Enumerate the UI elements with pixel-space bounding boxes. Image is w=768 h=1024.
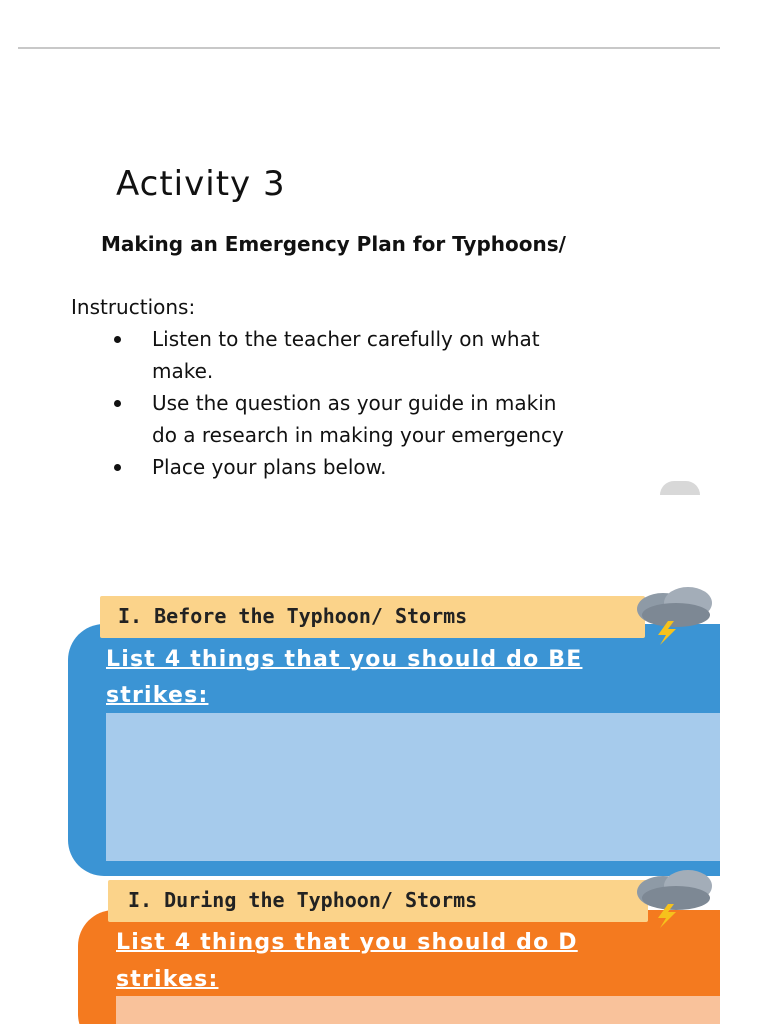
instruction-text: Listen to the teacher carefully on what — [152, 327, 540, 351]
instruction-item — [108, 451, 564, 483]
instruction-text: Use the question as your guide in makin — [152, 391, 557, 415]
instruction-item — [108, 387, 564, 451]
instructions-list — [108, 323, 564, 483]
instructions-heading: Instructions: — [71, 295, 196, 319]
instruction-text-cont: make. — [152, 359, 214, 383]
before-heading: I. Before the Typhoon/ Storms — [118, 604, 468, 628]
before-prompt: List 4 things that you should do BE — [106, 647, 583, 672]
storm-cloud-icon — [628, 585, 720, 645]
instruction-text: Place your plans below. — [152, 455, 387, 479]
during-answer-box[interactable] — [116, 996, 720, 1024]
activity-subtitle: Making an Emergency Plan for Typhoons/ — [101, 232, 566, 256]
storm-cloud-icon — [628, 868, 720, 928]
during-prompt-cont: strikes: — [116, 967, 219, 992]
bullet-icon — [114, 336, 121, 343]
during-prompt: List 4 things that you should do D — [116, 930, 578, 955]
instruction-text-cont: do a research in making your emergency — [152, 423, 564, 447]
instruction-item — [108, 323, 564, 387]
bullet-icon — [114, 400, 121, 407]
before-prompt-cont: strikes: — [106, 683, 209, 708]
cloud-edge-icon — [660, 481, 700, 495]
activity-title: Activity 3 — [116, 164, 286, 204]
bullet-icon — [114, 464, 121, 471]
before-answer-box[interactable] — [106, 713, 720, 861]
during-heading: I. During the Typhoon/ Storms — [128, 888, 478, 912]
